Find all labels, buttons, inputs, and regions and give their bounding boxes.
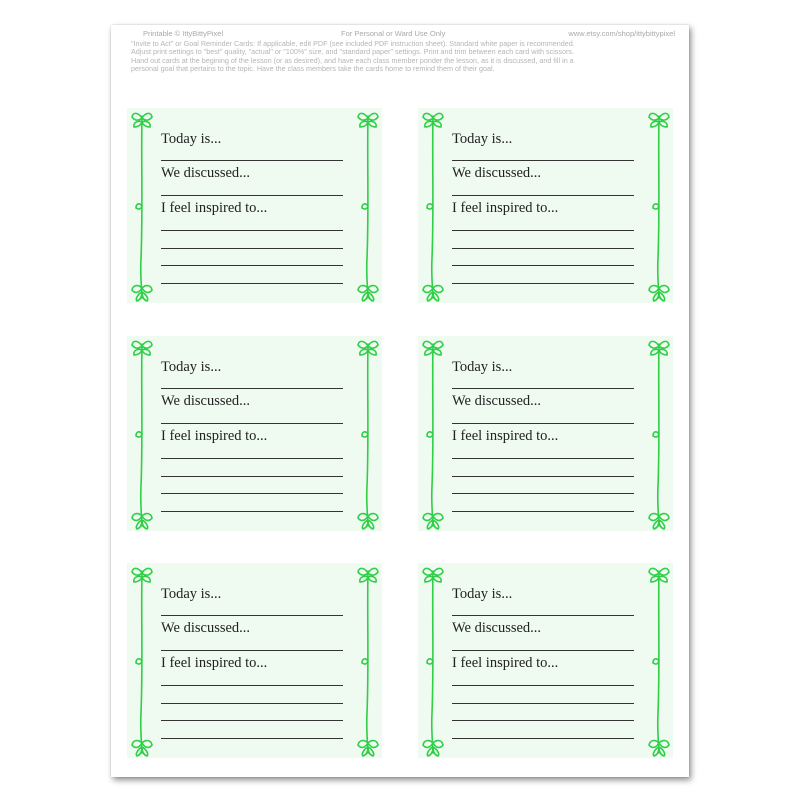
inspired-label: I feel inspired to... <box>452 200 559 216</box>
write-line <box>452 650 634 651</box>
inspired-label: I feel inspired to... <box>161 200 268 216</box>
discussed-label: We discussed... <box>452 393 542 409</box>
vine-border-right-icon <box>356 108 380 303</box>
discussed-label: We discussed... <box>452 165 542 181</box>
write-line <box>161 738 343 739</box>
instructions <box>131 40 675 74</box>
today-label: Today is... <box>161 586 222 602</box>
discussed-label: We discussed... <box>161 620 251 636</box>
write-line <box>452 230 634 231</box>
write-line <box>452 265 634 266</box>
copyright-text: Printable © IttyBittyPixel <box>143 29 224 38</box>
write-line <box>161 230 343 231</box>
write-line <box>452 511 634 512</box>
write-line <box>161 511 343 512</box>
write-line <box>161 720 343 721</box>
write-line <box>161 423 343 424</box>
inspired-label: I feel inspired to... <box>452 655 559 671</box>
today-label: Today is... <box>161 131 222 147</box>
vine-border-left-icon <box>421 336 445 531</box>
write-line <box>161 685 343 686</box>
goal-card <box>418 563 673 758</box>
instruction-line: personal goal that pertains to the topic. Have the class members take the cards home to remind them of their goal. <box>131 65 495 74</box>
write-line <box>452 458 634 459</box>
discussed-label: We discussed... <box>161 393 251 409</box>
write-line <box>452 195 634 196</box>
write-line <box>161 703 343 704</box>
sheet-header <box>131 29 675 39</box>
write-line <box>452 160 634 161</box>
goal-card <box>418 336 673 531</box>
write-line <box>452 388 634 389</box>
write-line <box>161 160 343 161</box>
write-line <box>161 458 343 459</box>
discussed-label: We discussed... <box>161 165 251 181</box>
write-line <box>452 685 634 686</box>
instruction-line: "Invite to Act" or Goal Reminder Cards: If applicable, edit PDF (see included PDF instruction sheet). Standard white paper is recommended. <box>131 40 575 48</box>
instruction-line: Hand out cards at the begining of the lesson (or as desired), and have each class member ponder the lesson, as it is discussed, and fill in a <box>131 56 574 65</box>
write-line <box>452 493 634 494</box>
write-line <box>161 615 343 616</box>
inspired-label: I feel inspired to... <box>452 428 559 444</box>
write-line <box>452 703 634 704</box>
vine-border-left-icon <box>421 563 445 758</box>
instruction-line: Adjust print settings to "best" quality, "actual" or "100%" size, and "standard paper" settings. Print and trim between each card with scissors. <box>131 48 574 57</box>
write-line <box>452 476 634 477</box>
vine-border-left-icon <box>130 108 154 303</box>
write-line <box>161 195 343 196</box>
vine-border-right-icon <box>647 108 671 303</box>
write-line <box>161 265 343 266</box>
write-line <box>452 283 634 284</box>
write-line <box>161 248 343 249</box>
write-line <box>452 248 634 249</box>
write-line <box>161 650 343 651</box>
goal-card <box>127 563 382 758</box>
vine-border-left-icon <box>130 563 154 758</box>
goal-card <box>127 336 382 531</box>
vine-border-right-icon <box>647 336 671 531</box>
vine-border-right-icon <box>647 563 671 758</box>
goal-card <box>127 108 382 303</box>
usage-note: For Personal or Ward Use Only <box>341 29 446 38</box>
shop-url: www.etsy.com/shop/ittybittypixel <box>568 29 675 38</box>
write-line <box>161 476 343 477</box>
vine-border-right-icon <box>356 563 380 758</box>
today-label: Today is... <box>452 131 513 147</box>
vine-border-left-icon <box>421 108 445 303</box>
today-label: Today is... <box>452 586 513 602</box>
inspired-label: I feel inspired to... <box>161 428 268 444</box>
goal-card <box>418 108 673 303</box>
discussed-label: We discussed... <box>452 620 542 636</box>
vine-border-right-icon <box>356 336 380 531</box>
write-line <box>452 615 634 616</box>
vine-border-left-icon <box>130 336 154 531</box>
write-line <box>161 283 343 284</box>
inspired-label: I feel inspired to... <box>161 655 268 671</box>
write-line <box>161 388 343 389</box>
today-label: Today is... <box>161 359 222 375</box>
write-line <box>452 720 634 721</box>
write-line <box>452 423 634 424</box>
write-line <box>452 738 634 739</box>
write-line <box>161 493 343 494</box>
today-label: Today is... <box>452 359 513 375</box>
